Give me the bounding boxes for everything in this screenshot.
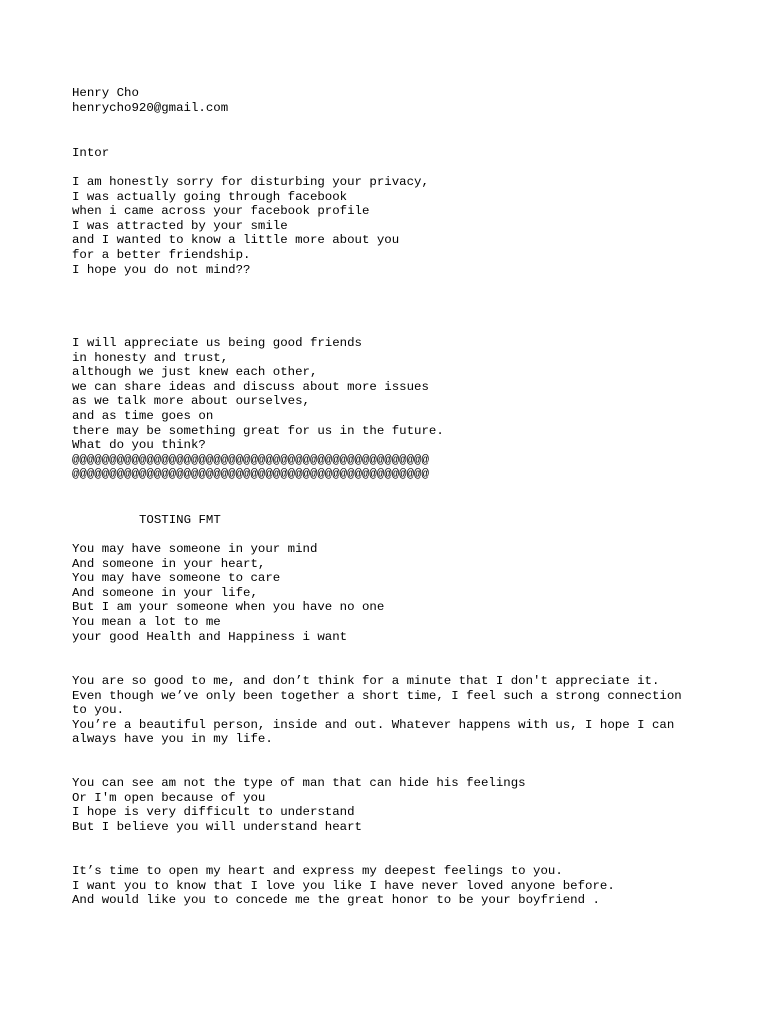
friendship-line: I will appreciate us being good friends — [72, 336, 362, 350]
paragraph-line: to you. — [72, 703, 125, 718]
at-sign-divider: @@@@@@@@@@@@@@@@@@@@@@@@@@@@@@@@@@@@@@@@@@@@@@@@ — [72, 467, 429, 482]
tosting-line: But I am your someone when you have no one — [72, 600, 385, 615]
friendship-line: although we just knew each other, — [72, 365, 318, 380]
closing-line: And would like you to concede me the great honor to be your boyfriend . — [72, 893, 600, 908]
friendship-line: we can share ideas and discuss about more issues — [72, 379, 429, 394]
tosting-line: You mean a lot to me — [72, 615, 221, 629]
tosting-line: your good Health and Happiness i want — [72, 629, 348, 644]
at-sign-divider: @@@@@@@@@@@@@@@@@@@@@@@@@@@@@@@@@@@@@@@@@@@@@@@@ — [72, 452, 429, 467]
paragraph-line: You’re a beautiful person, inside and out. Whatever happens with us, I hope I can — [72, 717, 675, 732]
intro-line: for a better friendship. — [72, 248, 251, 262]
intro-line: and I wanted to know a little more about you — [72, 233, 400, 248]
intro-line: I hope you do not mind?? — [72, 262, 251, 277]
paragraph-line: You are so good to me, and don’t think for a minute that I don't appreciate it. — [72, 674, 660, 688]
tosting-heading: TOSTING FMT — [139, 513, 221, 527]
closing-line: I want you to know that I love you like I have never loved anyone before. — [72, 878, 615, 893]
feelings-line: But I believe you will understand heart — [72, 819, 362, 834]
intro-line: I was attracted by your smile — [72, 218, 288, 233]
sender-name: Henry Cho — [72, 86, 139, 100]
friendship-line: there may be something great for us in the future. — [72, 423, 444, 438]
tosting-line: And someone in your heart, — [72, 556, 266, 571]
friendship-line: as we talk more about ourselves, — [72, 394, 310, 409]
intro-line: when i came across your facebook profile — [72, 204, 370, 219]
feelings-line: You can see am not the type of man that can hide his feelings — [72, 776, 526, 790]
friendship-line: in honesty and trust, — [72, 350, 229, 365]
paragraph-line: Even though we’ve only been together a short time, I feel such a strong connection — [72, 688, 682, 703]
tosting-line: You may have someone in your mind — [72, 542, 318, 556]
paragraph-line: always have you in my life. — [72, 732, 273, 747]
sender-email: henrycho920@gmail.com — [72, 101, 229, 115]
friendship-line: and as time goes on — [72, 409, 214, 423]
intro-line: I am honestly sorry for disturbing your privacy, — [72, 175, 429, 189]
intro-heading: Intor — [72, 146, 110, 160]
feelings-line: Or I'm open because of you — [72, 790, 266, 805]
friendship-line: What do you think? — [72, 438, 206, 453]
feelings-line: I hope is very difficult to understand — [72, 805, 355, 820]
tosting-line: You may have someone to care — [72, 571, 281, 586]
closing-line: It’s time to open my heart and express my deepest feelings to you. — [72, 864, 563, 878]
intro-line: I was actually going through facebook — [72, 189, 348, 204]
tosting-line: And someone in your life, — [72, 585, 258, 600]
